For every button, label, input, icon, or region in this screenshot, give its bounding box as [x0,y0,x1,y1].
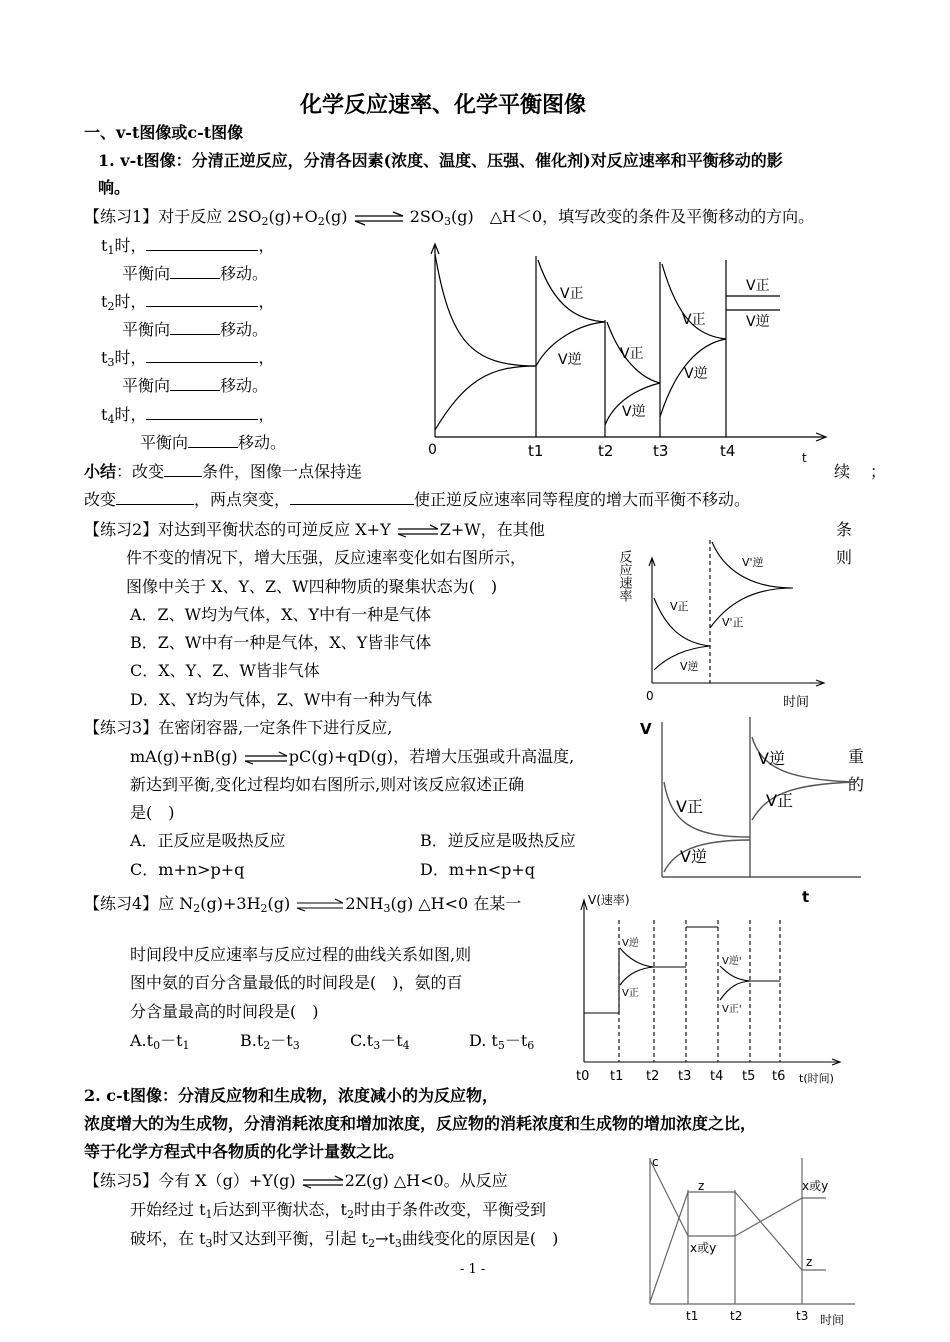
svg-text:t5: t5 [742,1069,756,1084]
point-2-line3: 等于化学方程式中各物质的化学计量数之比。 [84,1142,405,1161]
exercise-4-line2: 时间段中反应速率与反应过程的曲线关系如图,则 [130,945,472,964]
exercise-3-option-b[interactable]: B．逆反应是吸热反应 [420,831,576,850]
label-v-rev-2: V逆 [622,404,646,420]
exercise-1-question: 【练习1】对于反应 $2SO_2(g)+O_2(g)$ $2SO_3(g)$ △H＜0，填写改变的条件及平衡移动的方向。 [84,207,815,228]
svg-text:V正: V正 [766,791,793,810]
svg-text:t3: t3 [796,1309,809,1323]
equilibrium-arrow-icon [243,752,289,764]
label-v-fwd-3: V正 [682,312,706,328]
svg-text:z: z [806,1255,813,1269]
exercise-2-option-b[interactable]: B．Z、W中有一种是气体，X、Y皆非气体 [130,633,432,652]
blank-t4: $t_4$时， ， [101,405,275,426]
svg-text:t1: t1 [610,1069,624,1084]
page-title: 化学反应速率、化学平衡图像 [300,93,587,118]
svg-text:V: V [640,720,652,738]
label-v-fwd-2: V正 [620,346,644,362]
svg-text:V正': V正' [722,1004,742,1015]
svg-text:t3: t3 [653,442,669,460]
point-1-line2: 响。 [98,178,131,197]
label-v-fwd-4: V正 [746,278,770,294]
exercise-5-line1: 【练习5】今有 X（g）+Y(g) 2Z(g) △H<0。从反应 [84,1171,508,1190]
svg-text:t: t [802,451,807,465]
page-number: - 1 - [460,1262,486,1277]
exercise-2-option-c[interactable]: C．X、Y、Z、W皆非气体 [130,661,320,680]
exercise-2-option-a[interactable]: A．Z、W均为气体，X、Y中有一种是气体 [130,605,432,624]
exercise-2-line3: 图像中关于 X、Y、Z、W四种物质的聚集状态为( ) [126,577,498,596]
label-v-rev-4: V逆 [746,314,770,330]
exercise-3-line2: mA(g)+nB(g) pC(g)+qD(g)，若增大压强或升高温度, [130,747,575,766]
svg-text:0: 0 [428,442,437,458]
svg-text:t1: t1 [528,442,544,460]
graph-2-vt [618,528,828,713]
svg-text:t2: t2 [646,1069,660,1084]
summary-line1-end: 续； [834,462,907,481]
exercise-4-option-a[interactable]: $A.t_0-t_1$ [130,1031,190,1052]
svg-text:V正: V正 [622,988,639,999]
equilibrium-arrow-icon [353,211,405,225]
point-2-line1: 2. c-t图像：分清反应物和生成物，浓度减小的为反应物， [84,1086,499,1105]
svg-text:V'逆: V'逆 [742,556,764,569]
svg-text:时间: 时间 [783,695,810,710]
exercise-3-option-c[interactable]: C．m+n>p+q [130,860,245,879]
svg-text:0: 0 [646,689,654,703]
shift-4: 平衡向 移动。 [140,433,287,452]
label-v-rev-1: V逆 [558,352,582,368]
svg-text:V逆: V逆 [680,660,699,673]
svg-text:t1: t1 [686,1309,699,1323]
label-v-fwd-1: V正 [560,286,584,302]
svg-text:t: t [802,888,810,906]
svg-text:t0: t0 [576,1069,590,1084]
svg-text:t2: t2 [598,442,614,460]
exercise-3-line3: 新达到平衡,变化过程均如右图所示,则对该反应叙述正确 [130,775,525,794]
exercise-2-line1: 【练习2】对达到平衡状态的可逆反应 X+Y Z+W，在其他 [84,520,545,539]
svg-text:c: c [652,1155,659,1169]
blank-t2: $t_2$时， ， [101,292,275,313]
svg-text:V(速率): V(速率) [588,893,630,907]
summary-line2: 改变 ，两点突变， 使正逆反应速率同等程度的增大而平衡不移动。 [84,490,751,509]
svg-text:V逆: V逆 [622,938,639,949]
exercise-3-line4: 是( ) [130,803,175,822]
point-2-line2: 浓度增大的为生成物，分清消耗浓度和增加浓度，反应物的消耗浓度和生成物的增加浓度之比， [84,1114,757,1133]
svg-text:t4: t4 [720,442,736,460]
graph-4-vt [570,890,855,1090]
svg-text:时间: 时间 [820,1313,845,1327]
exercise-5-line3: 破坏，在 $t_3$时又达到平衡，引起 $t_2\to t_3$曲线变化的原因是( ) [130,1229,559,1250]
label-v-rev-3: V逆 [684,366,708,382]
equilibrium-arrow-icon [396,525,440,537]
exercise-5-line2: 开始经过 $t_1$后达到平衡状态，$t_2$时由于条件改变，平衡受到 [130,1200,546,1221]
graph-1-vt [420,240,840,470]
blank-t3: $t_3$时， ， [101,348,275,369]
svg-text:t3: t3 [678,1069,692,1084]
summary-line1: 小结：改变 条件，图像一点保持连 [84,462,363,481]
exercise-2-option-d[interactable]: D．X、Y均为气体，Z、W中有一种为气体 [130,690,433,709]
graph-3-vt [636,712,866,907]
section-heading-1: 一、v-t图像或c-t图像 [84,123,244,142]
svg-text:t6: t6 [772,1069,786,1084]
exercise-4-option-d[interactable]: D. $t_5-t_6$ [469,1031,535,1052]
exercise-3-line3-end: 的 [848,775,865,794]
exercise-4-line1: 【练习4】应 $N_2(g)+3H_2(g)$ $2NH_3(g)$ △H<0 在某一 [84,894,522,915]
equilibrium-arrow-icon [295,899,345,911]
blank-t1: $t_1$时， ， [101,236,275,257]
equilibrium-arrow-icon [301,1176,345,1188]
graph-5-ct [640,1152,865,1337]
svg-text:V正: V正 [670,600,689,613]
exercise-4-line3: 图中氨的百分含量最低的时间段是( )，氨的百 [130,973,463,992]
exercise-3-line1: 【练习3】在密闭容器,一定条件下进行反应, [84,718,393,737]
shift-2: 平衡向 移动。 [122,320,269,339]
point-1-line1: 1. v-t图像：分清正逆反应，分清各因素(浓度、温度、压强、催化剂)对反应速率和平衡移动的影 [98,151,783,170]
svg-text:x或y: x或y [802,1179,829,1193]
svg-text:V逆: V逆 [758,749,785,768]
svg-text:V逆': V逆' [722,956,742,967]
svg-text:V'正: V'正 [722,616,744,629]
exercise-3-line2-end: 重 [848,747,865,766]
exercise-4-option-b[interactable]: $B.t_2-t_3$ [240,1031,300,1052]
svg-text:t2: t2 [730,1309,743,1323]
exercise-3-option-a[interactable]: A．正反应是吸热反应 [130,831,286,850]
shift-3: 平衡向 移动。 [122,376,269,395]
svg-text:z: z [698,1179,705,1193]
svg-text:V逆: V逆 [680,847,707,866]
exercise-3-option-d[interactable]: D．m+n<p+q [420,860,536,879]
exercise-2-line2: 件不变的情况下，增大压强，反应速率变化如右图所示， [126,548,527,567]
exercise-4-line4: 分含量最高的时间段是( ) [130,1002,319,1021]
exercise-2-line1-end: 条 [836,520,853,539]
svg-text:x或y: x或y [690,1241,717,1255]
svg-text:t(时间): t(时间) [799,1072,834,1085]
shift-1: 平衡向 移动。 [122,264,269,283]
exercise-2-line2-end: 则 [836,548,853,567]
svg-text:V正: V正 [676,797,703,816]
svg-text:反应速率: 反应速率 [616,550,632,602]
svg-text:t4: t4 [710,1069,724,1084]
exercise-4-option-c[interactable]: $C.t_3-t_4$ [350,1031,410,1052]
